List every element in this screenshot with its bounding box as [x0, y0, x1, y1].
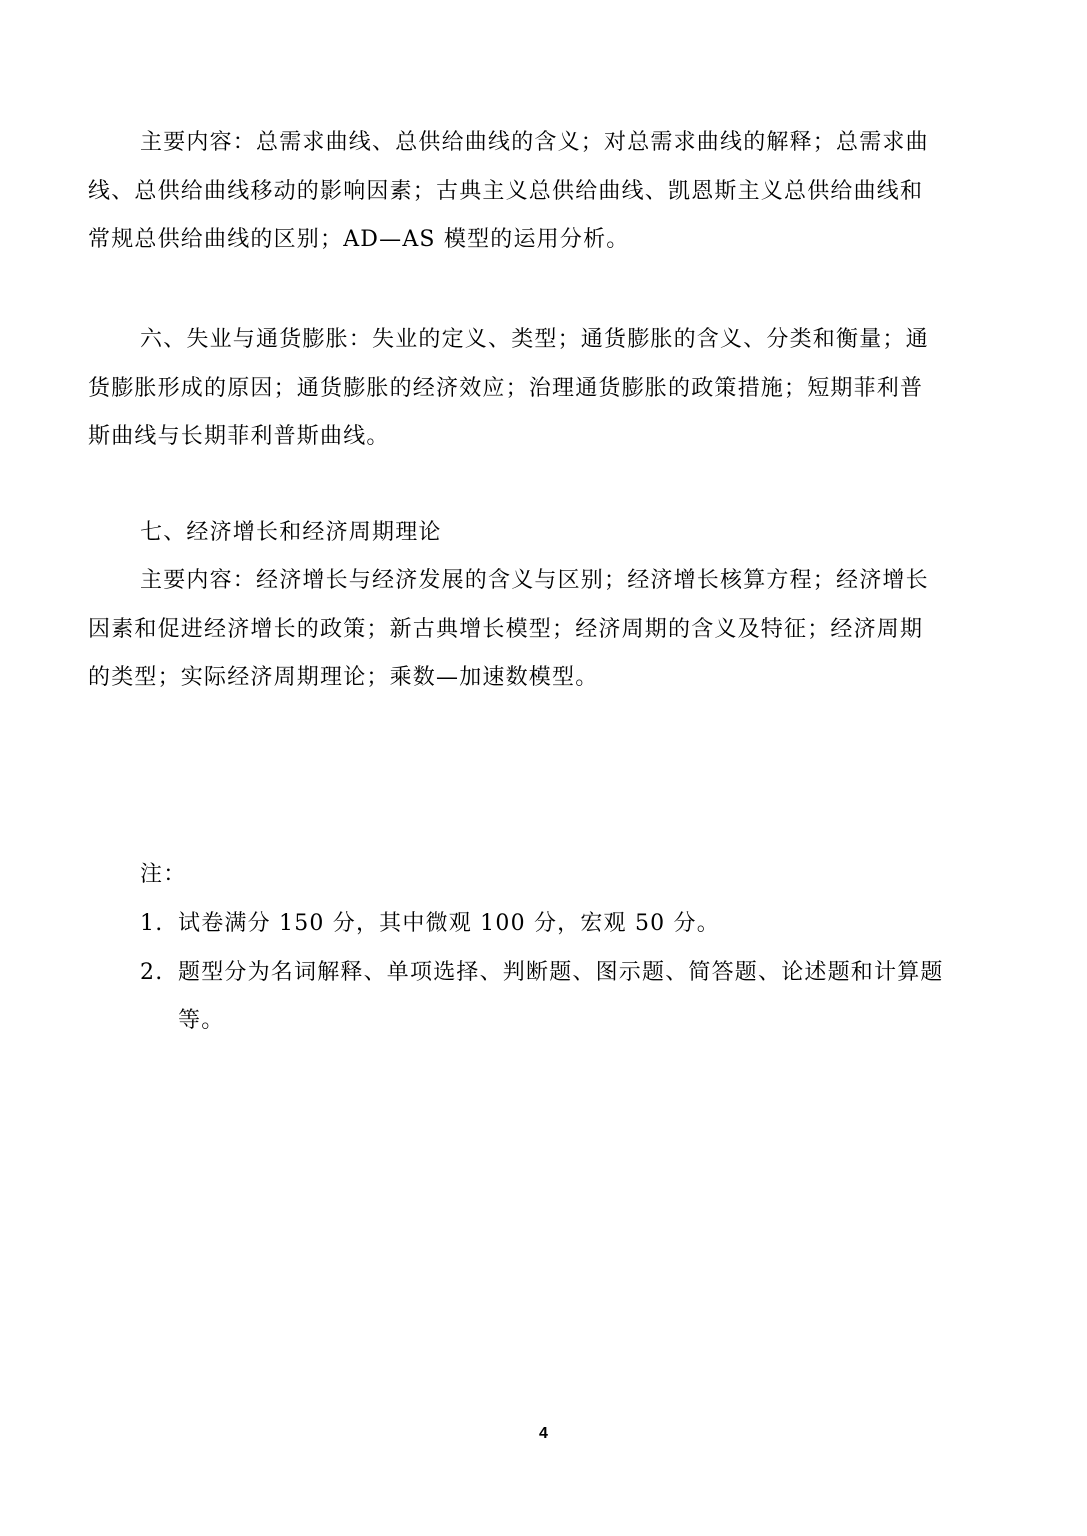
section-seven-line-3: 的类型；实际经济周期理论；乘数—加速数模型。 — [88, 665, 599, 690]
section-seven-heading: 七、经济增长和经济周期理论 — [140, 520, 442, 545]
section-six-line-2: 货膨胀形成的原因；通货膨胀的经济效应；治理通货膨胀的政策措施；短期菲利普 — [88, 376, 924, 401]
section-five-line-2: 线、总供给曲线移动的影响因素；古典主义总供给曲线、凯恩斯主义总供给曲线和 — [88, 179, 924, 204]
note-item-1-number: 1. — [140, 911, 164, 936]
section-six-line-1: 六、失业与通货膨胀：失业的定义、类型；通货膨胀的含义、分类和衡量；通 — [140, 327, 929, 352]
note-item-1-text: 试卷满分 150 分，其中微观 100 分，宏观 50 分。 — [178, 911, 720, 936]
note-item-2-continuation: 等。 — [178, 1008, 225, 1033]
section-seven-line-2: 因素和促进经济增长的政策；新古典增长模型；经济周期的含义及特征；经济周期 — [88, 617, 924, 642]
section-seven-line-1: 主要内容：经济增长与经济发展的含义与区别；经济增长核算方程；经济增长 — [140, 568, 929, 593]
note-item-2-text: 题型分为名词解释、单项选择、判断题、图示题、简答题、论述题和计算题 — [178, 960, 944, 985]
note-item-2-number: 2. — [140, 960, 164, 985]
section-six-line-3: 斯曲线与长期菲利普斯曲线。 — [88, 424, 390, 449]
section-five-line-3: 常规总供给曲线的区别；AD—AS 模型的运用分析。 — [88, 227, 630, 252]
page-number: 4 — [539, 1425, 548, 1442]
section-five-line-1: 主要内容：总需求曲线、总供给曲线的含义；对总需求曲线的解释；总需求曲 — [140, 130, 929, 155]
notes-label: 注： — [140, 862, 187, 887]
